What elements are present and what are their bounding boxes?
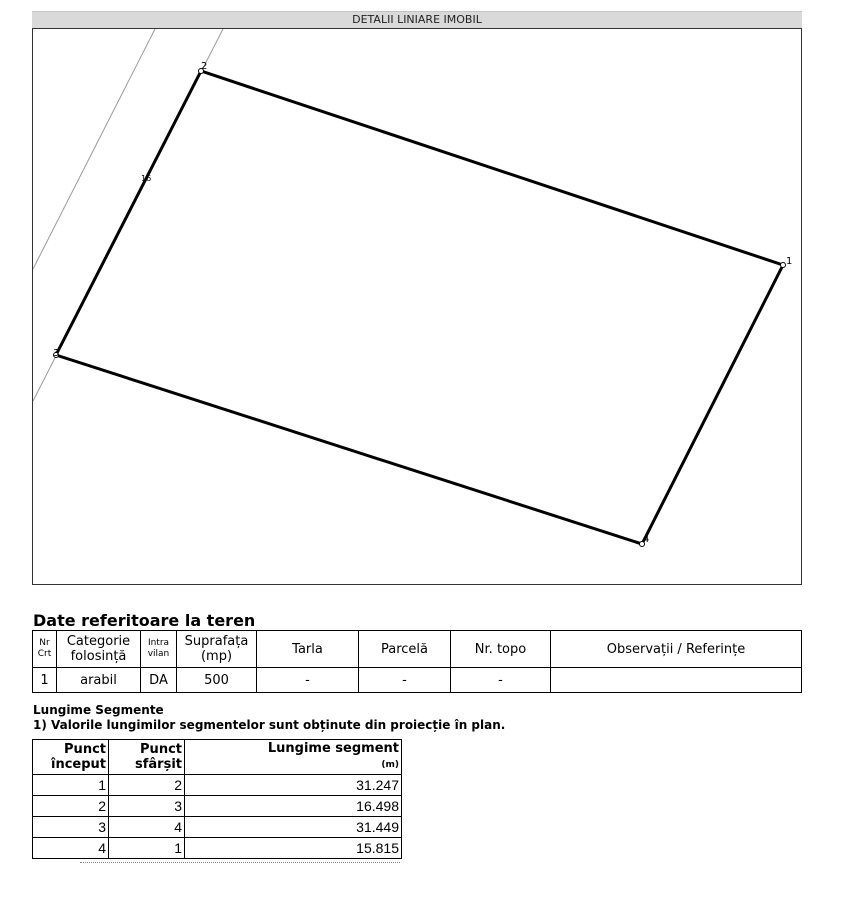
cell-start: 4	[33, 838, 109, 859]
cell-end: 4	[109, 817, 185, 838]
col-tarla: Tarla	[257, 631, 359, 668]
col-intravilan: Intra vilan	[141, 631, 177, 668]
cell-end: 1	[109, 838, 185, 859]
cell-length: 15.815	[185, 838, 402, 859]
cell-intravilan: DA	[141, 668, 177, 693]
cell-length: 16.498	[185, 796, 402, 817]
vertex-label-2: 2	[201, 61, 208, 72]
col-start-point: Punct început	[33, 740, 109, 775]
cell-suprafata: 500	[177, 668, 257, 693]
cell-end: 2	[109, 775, 185, 796]
vertex-label-1: 1	[786, 256, 793, 267]
col-nr-topo: Nr. topo	[451, 631, 551, 668]
neighbor-line	[33, 29, 155, 269]
land-data-title: Date referitoare la teren	[33, 611, 256, 630]
page-cut-divider	[80, 862, 400, 865]
col-parcela: Parcelă	[359, 631, 451, 668]
cell-tarla: -	[257, 668, 359, 693]
col-categorie: Categorie folosință	[57, 631, 141, 668]
table-row	[33, 796, 402, 817]
parcel-boundary	[56, 71, 783, 544]
cell-parcela: -	[359, 668, 451, 693]
table-row	[33, 817, 402, 838]
cell-nr-topo: -	[451, 668, 551, 693]
cell-observatii	[551, 668, 802, 693]
segments-note: 1) Valorile lungimilor segmentelor sunt obținute din proiecție în plan.	[33, 718, 506, 732]
table-row	[33, 838, 402, 859]
vertex-label-3: 3	[53, 348, 60, 359]
segments-table	[32, 739, 402, 859]
land-data-table	[32, 630, 802, 693]
cell-length: 31.449	[185, 817, 402, 838]
cell-start: 3	[33, 817, 109, 838]
vertex-marker	[781, 263, 786, 268]
col-end-point: Punct sfârșit	[109, 740, 185, 775]
col-nr-crt: Nr Crt	[33, 631, 57, 668]
cell-length: 31.247	[185, 775, 402, 796]
col-observatii: Observații / Referințe	[551, 631, 802, 668]
table-row	[33, 668, 802, 693]
plan-header: DETALII LINIARE IMOBIL	[32, 11, 802, 28]
col-segment-length: Lungime segment (m)	[185, 740, 402, 775]
segments-title: Lungime Segmente	[33, 703, 164, 717]
parcel-plan	[32, 28, 802, 585]
parcel-plan-drawing	[33, 29, 801, 584]
cell-start: 2	[33, 796, 109, 817]
land-header-row	[33, 631, 802, 668]
cell-categorie: arabil	[57, 668, 141, 693]
cell-nr: 1	[33, 668, 57, 693]
col-suprafata: Suprafața (mp)	[177, 631, 257, 668]
segments-header-row	[33, 740, 402, 775]
cell-end: 3	[109, 796, 185, 817]
table-row	[33, 775, 402, 796]
cell-start: 1	[33, 775, 109, 796]
edge-label: 16	[141, 174, 152, 183]
vertex-label-4: 4	[643, 534, 650, 545]
